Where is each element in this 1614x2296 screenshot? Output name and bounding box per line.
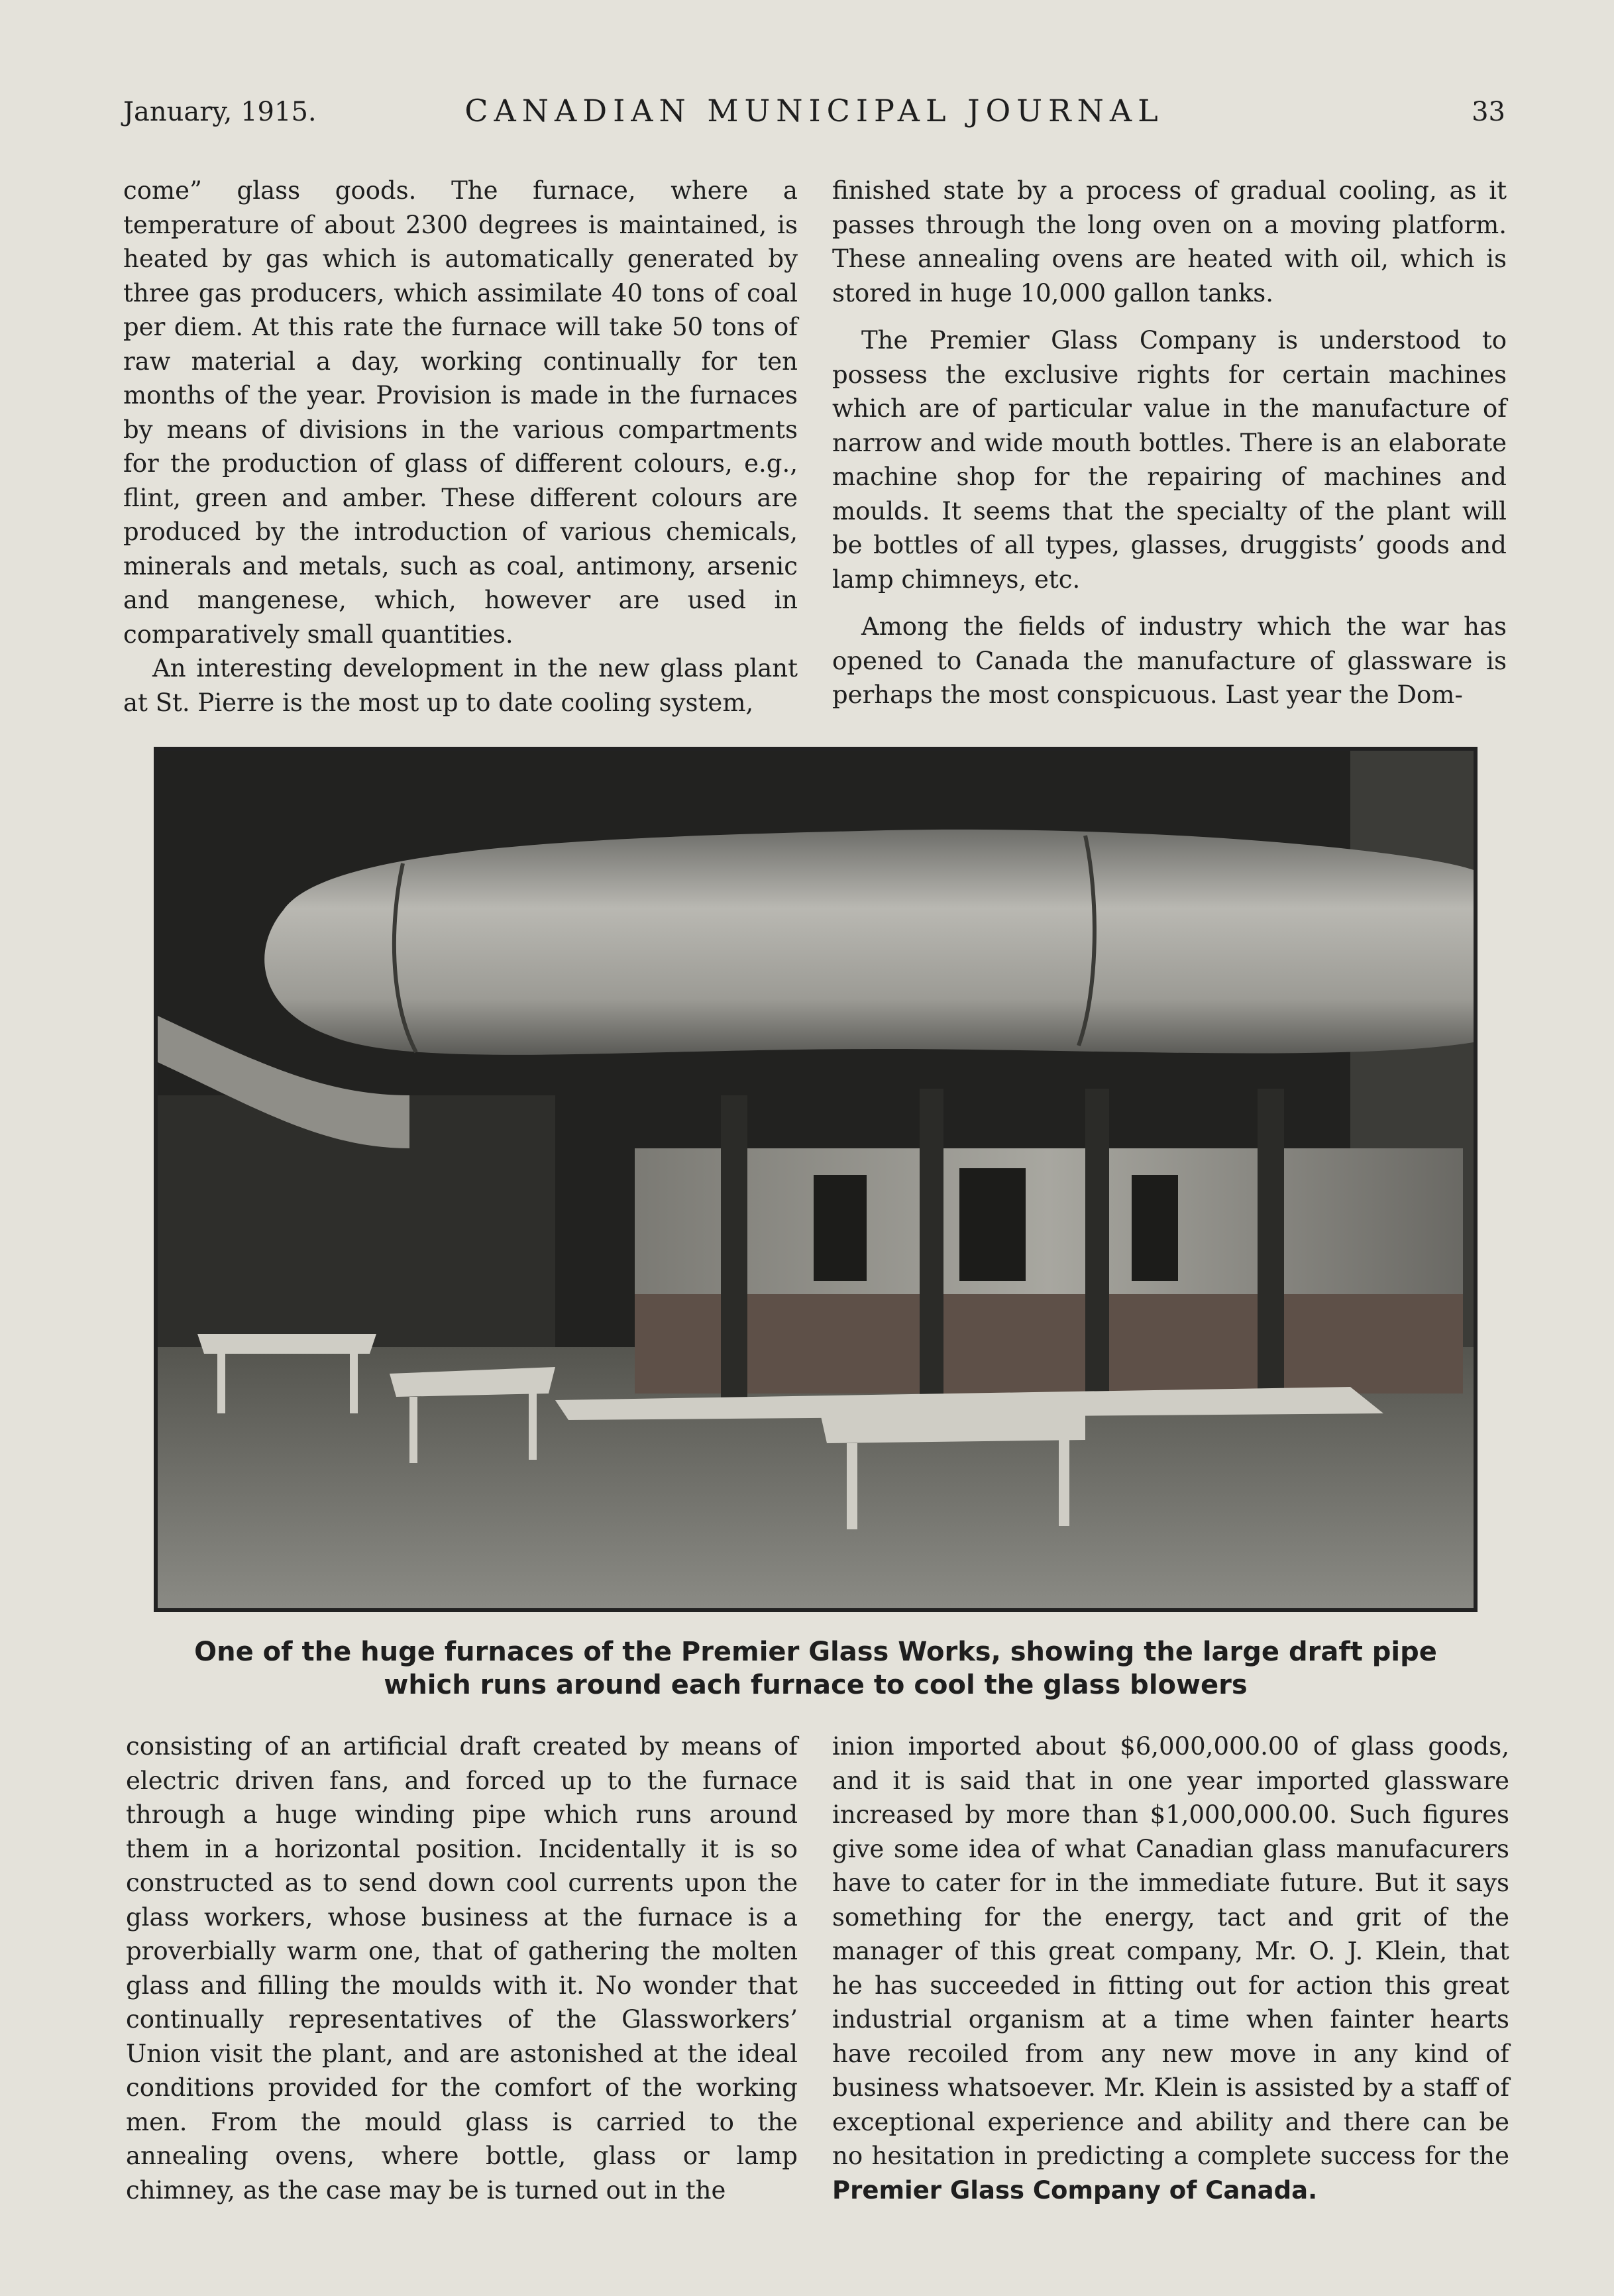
bottom-left-column xyxy=(126,1729,798,2207)
paragraph: Among the fields of industry which the war has opened to Canada the manufacture of glassware is perhaps the most conspicuous. Last year the Dom- xyxy=(832,612,1507,709)
paragraph-text: inion imported about $6,000,000.00 of glass goods, and it is said that in one year imported glassware increased by more than $1,000,000.00. Such figures give some idea of what Canadian glass manufacurers have to cater for in the immediate future. But it says something for the energy, tact and grit of the manager of this great company, Mr. O. J. Klein, that he has succeeded in fitting out for action this great industrial organism at a time when fainter hearts have recoiled from any new move in any kind of business whatsoever. Mr. Klein is assisted by a staff of exceptional experience and ability and there can be no hesitation in predicting a complete success for the xyxy=(832,1732,1509,2170)
page-number: 33 xyxy=(1472,97,1505,127)
caption-line-1: One of the huge furnaces of the Premier Glass Works, showing the large draft pipe xyxy=(194,1637,1437,1667)
paragraph: come” glass goods. The furnace, where a temperature of about 2300 degrees is maintained, is heated by gas which is automatically generated by three gas producers, which assimilate 40 tons of coal per diem. At this rate the furnace will take 50 tons of raw material a day, working continually for ten months of the year. Provision is made in the furnaces by means of divisions in the various compartments for the production of glass of different colours, e.g., flint, green and amber. These different colours are produced by the introduction of various chemicals, minerals and metals, such as coal, antimony, arsenic and mangenese, which, however are used in comparatively small quantities. xyxy=(123,176,798,649)
caption-line-2: which runs around each furnace to cool the glass blowers xyxy=(384,1670,1248,1700)
paragraph xyxy=(832,1729,1509,2207)
paragraph: consisting of an artificial draft created by means of electric driven fans, and forced up to the furnace through a huge winding pipe which runs around them in a horizontal position. Incidentally it is so constructed as to send down cool currents upon the glass workers, whose business at the furnace is a proverbially warm one, that of gathering the molten glass and filling the moulds with it. No wonder that continually representatives of the Glassworkers’ Union visit the plant, and are astonished at the ideal conditions provided for the comfort of the working men. From the mould glass is carried to the annealing ovens, where bottle, glass or lamp chimney, as the case may be is turned out in the xyxy=(126,1732,798,2205)
running-header xyxy=(123,93,1505,139)
bottom-right-column xyxy=(832,1729,1509,2207)
journal-title: CANADIAN MUNICIPAL JOURNAL xyxy=(464,93,1164,129)
figure-caption xyxy=(154,1635,1478,1702)
paragraph: finished state by a process of gradual cooling, as it passes through the long oven on a moving platform. These annealing ovens are heated with oil, which is stored in huge 10,000 gallon tanks. xyxy=(832,176,1507,307)
furnace-photograph xyxy=(154,747,1478,1612)
issue-date: January, 1915. xyxy=(123,97,317,127)
top-right-column xyxy=(832,174,1507,712)
company-name-bold: Premier Glass Company of Canada. xyxy=(832,2175,1318,2205)
furnace-photo-illustration xyxy=(158,751,1474,1608)
paragraph: An interesting development in the new glass plant at St. Pierre is the most up to date cooling system, xyxy=(123,654,798,717)
paragraph: The Premier Glass Company is understood to possess the exclusive rights for certain machines which are of particular value in the manufacture of narrow and wide mouth bottles. There is an elaborate machine shop for the repairing of machines and moulds. It seems that the specialty of the plant will be bottles of all types, glasses, druggists’ goods and lamp chimneys, etc. xyxy=(832,326,1507,594)
top-left-column xyxy=(123,174,798,720)
